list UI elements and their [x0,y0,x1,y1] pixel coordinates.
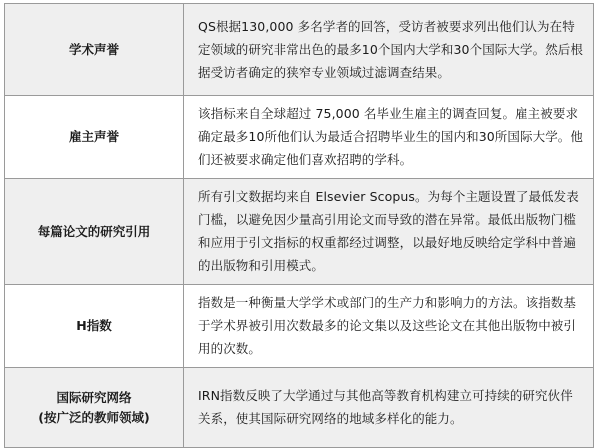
indicator-label-line: (按广泛的教师领域) [38,409,150,425]
indicator-label [5,368,184,448]
table-row [5,285,594,368]
indicator-label: H指数 [5,285,184,368]
indicator-description: 指数是一种衡量大学学术或部门的生产力和影响力的方法。该指数基于学术界被引用次数最多的论文集以及这些论文在其他出版物中被引用的次数。 [184,285,594,368]
indicator-table [4,3,594,448]
indicator-label: 每篇论文的研究引用 [5,179,184,285]
table-row [5,368,594,448]
table-row [5,179,594,285]
indicator-description: IRN指数反映了大学通过与其他高等教育机构建立可持续的研究伙伴关系，使其国际研究网络的地域多样化的能力。 [184,368,594,448]
indicator-description: QS根据130,000 多名学者的回答，受访者被要求列出他们认为在特定领域的研究非常出色的最多10个国内大学和30个国际大学。然后根据受访者确定的狭窄专业领域过滤调查结果。 [184,4,594,96]
indicator-label: 雇主声誉 [5,96,184,179]
table-row [5,96,594,179]
indicator-description: 所有引文数据均来自 Elsevier Scopus。为每个主题设置了最低发表门槛，以避免因少量高引用论文而导致的潜在异常。最低出版物门槛和应用于引文指标的权重都经过调整，以最好地反映给定学科中普遍的出版物和引用模式。 [184,179,594,285]
table-row [5,4,594,96]
indicator-description: 该指标来自全球超过 75,000 名毕业生雇主的调查回复。雇主被要求确定最多10所他们认为最适合招聘毕业生的国内和30所国际大学。他们还被要求确定他们喜欢招聘的学科。 [184,96,594,179]
indicator-label: 学术声誉 [5,4,184,96]
indicator-label-line: 国际研究网络 [56,389,132,405]
